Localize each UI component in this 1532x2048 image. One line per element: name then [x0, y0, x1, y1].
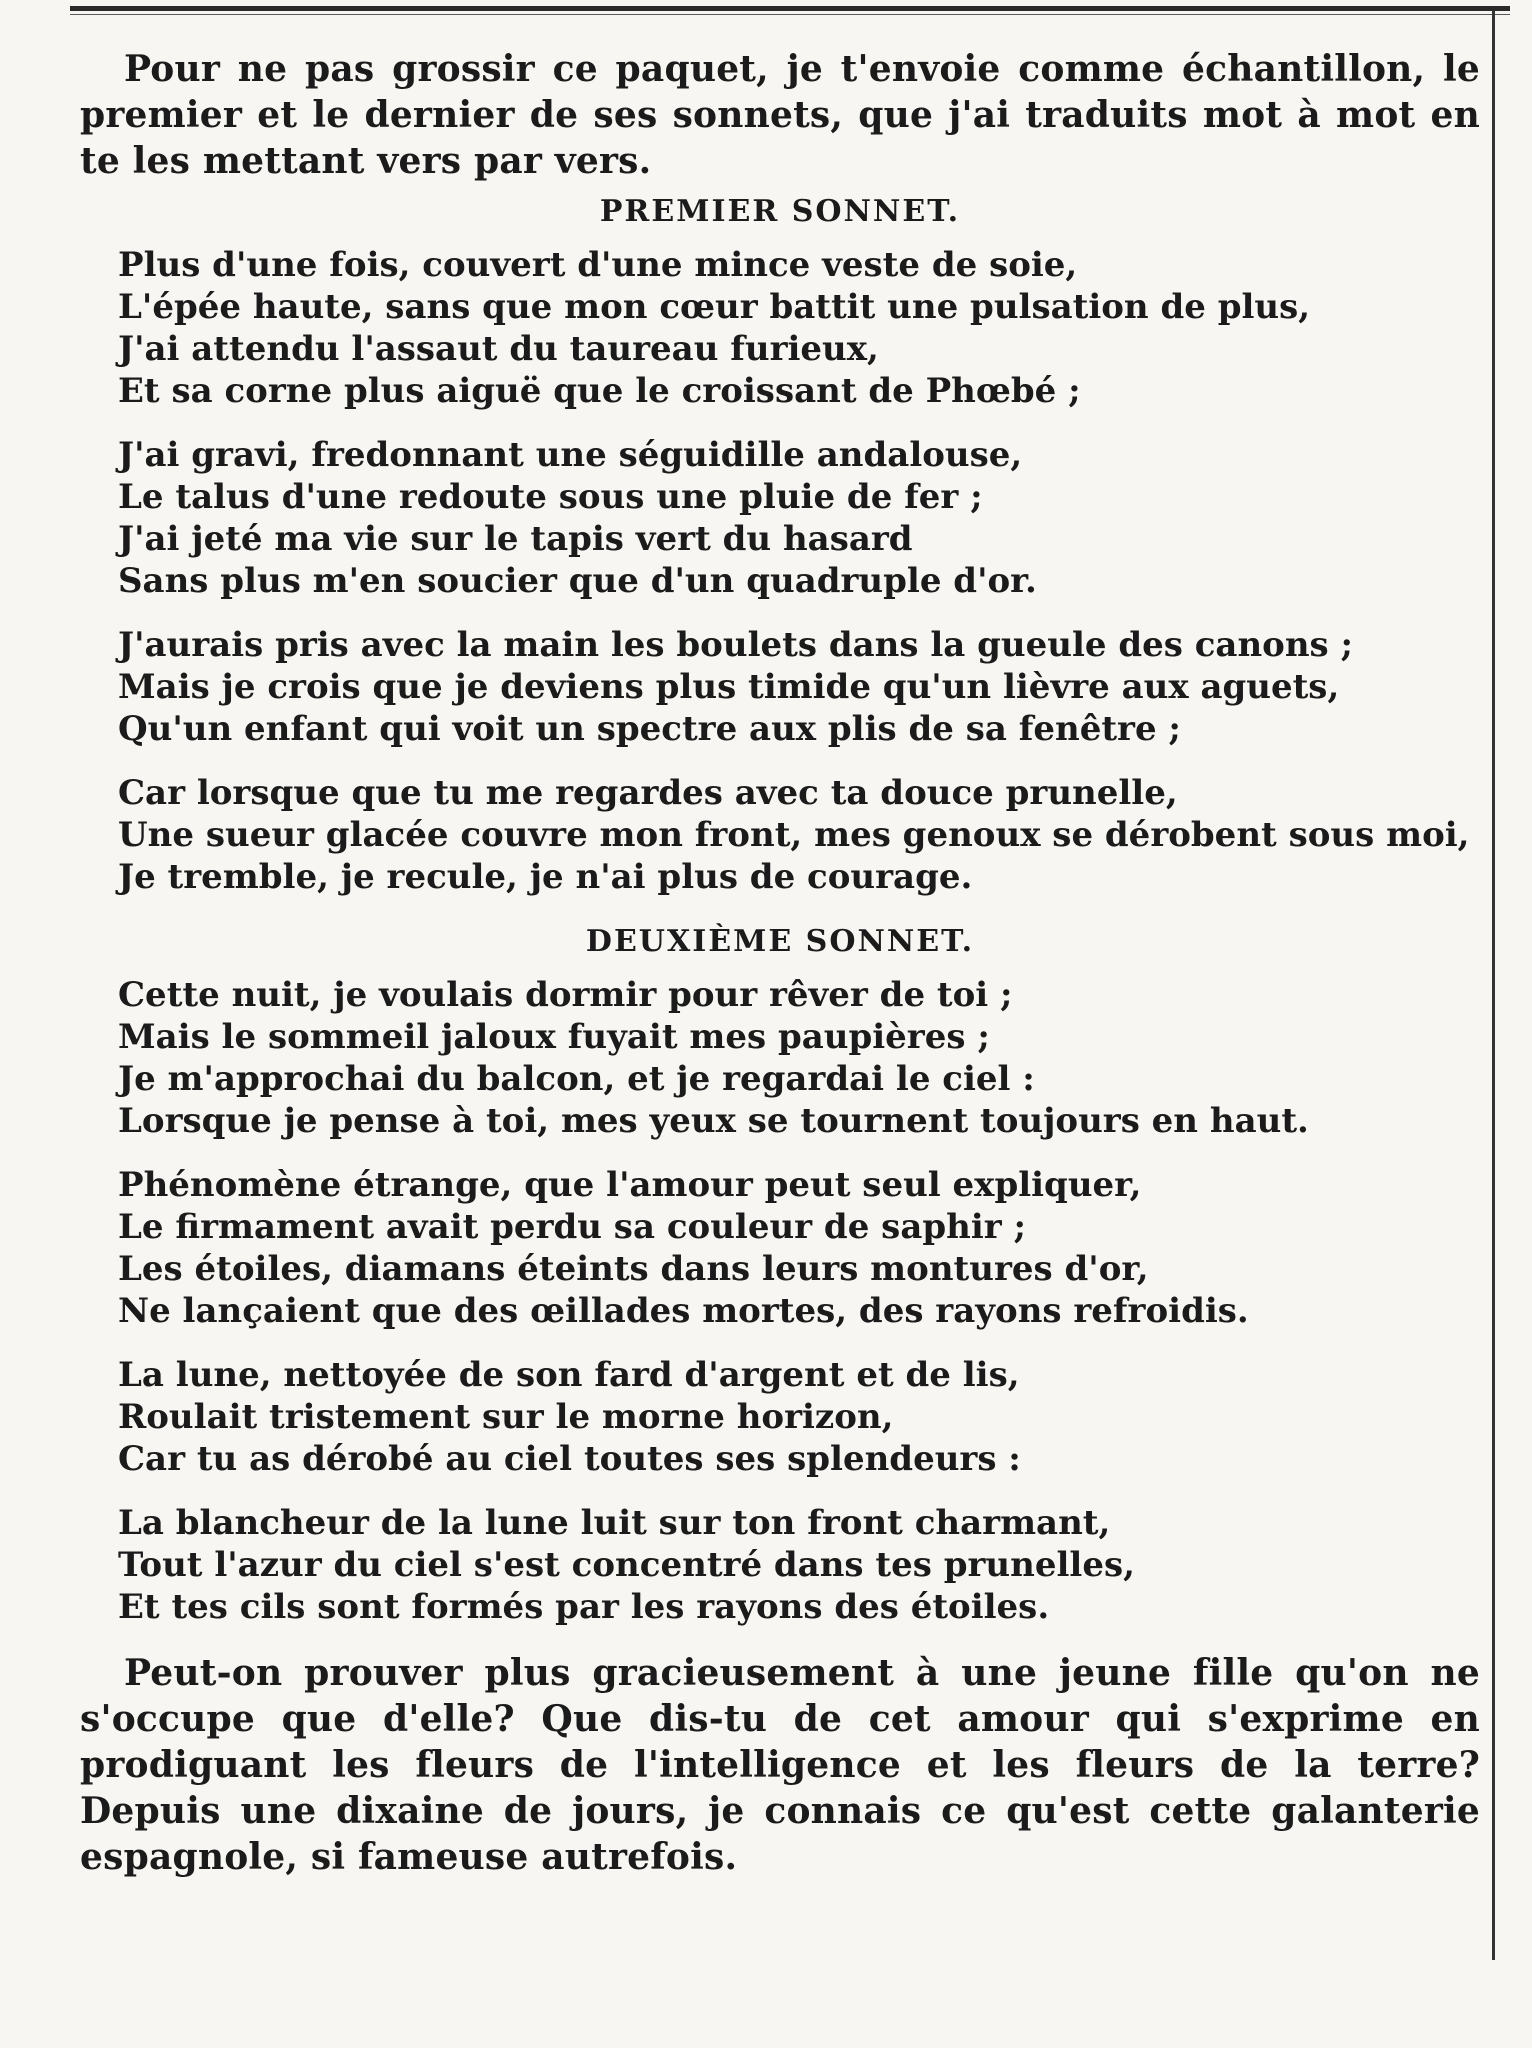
verse-line: Je tremble, je recule, je n'ai plus de courage.	[118, 857, 973, 897]
top-border-rule	[70, 6, 1510, 11]
stanza	[80, 1164, 1480, 1332]
verse-line: La lune, nettoyée de son fard d'argent et de lis,	[118, 1355, 1020, 1395]
stanza	[80, 624, 1480, 750]
verse-line: Sans plus m'en soucier que d'un quadruple d'or.	[118, 561, 1037, 601]
intro-paragraph: Pour ne pas grossir ce paquet, je t'envoie comme échantillon, le premier et le dernier de ses sonnets, que j'ai traduits mot à mot en te les mettant vers par vers.	[80, 48, 1480, 182]
verse-line: J'ai gravi, fredonnant une séguidille andalouse,	[118, 435, 1023, 475]
verse-line: Une sueur glacée couvre mon front, mes genoux se dérobent sous moi,	[118, 815, 1470, 855]
top-border-thin-rule	[70, 14, 1510, 15]
sonnet-first	[80, 194, 1480, 898]
verse-line: L'épée haute, sans que mon cœur battit une pulsation de plus,	[118, 287, 1311, 327]
verse-line: Tout l'azur du ciel s'est concentré dans tes prunelles,	[118, 1545, 1135, 1585]
sonnet-heading: PREMIER SONNET.	[599, 194, 961, 229]
verse-line: J'ai jeté ma vie sur le tapis vert du hasard	[118, 519, 913, 559]
verse-line: Roulait tristement sur le morne horizon,	[118, 1397, 894, 1437]
verse-line: Plus d'une fois, couvert d'une mince veste de soie,	[118, 245, 1078, 285]
text-column	[80, 46, 1480, 1880]
stanza	[80, 1502, 1480, 1628]
verse-line: Phénomène étrange, que l'amour peut seul expliquer,	[118, 1165, 1142, 1205]
closing-paragraph: Peut-on prouver plus gracieusement à une jeune fille qu'on ne s'occupe que d'elle? Que dis-tu de cet amour qui s'exprime en prodiguant les fleurs de l'intelligence et les fleurs de la terre? Depuis une dixaine de jours, je connais ce qu'est cette galanterie espagnole, si fameuse autrefois.	[80, 1652, 1480, 1878]
verse-line: J'ai attendu l'assaut du taureau furieux,	[118, 329, 879, 369]
stanza	[80, 772, 1480, 898]
stanza	[80, 1354, 1480, 1480]
stanza	[80, 974, 1480, 1142]
verse-line: Et sa corne plus aiguë que le croissant de Phœbé ;	[118, 371, 1081, 411]
verse-line: J'aurais pris avec la main les boulets dans la gueule des canons ;	[118, 625, 1354, 665]
verse-line: Qu'un enfant qui voit un spectre aux plis de sa fenêtre ;	[118, 709, 1181, 749]
verse-line: Ne lançaient que des œillades mortes, des rayons refroidis.	[118, 1291, 1249, 1331]
sonnet-second	[80, 924, 1480, 1628]
verse-line: Je m'approchai du balcon, et je regardai le ciel :	[118, 1059, 1035, 1099]
verse-line: Car lorsque que tu me regardes avec ta douce prunelle,	[118, 773, 1178, 813]
verse-line: Lorsque je pense à toi, mes yeux se tournent toujours en haut.	[118, 1101, 1309, 1141]
verse-line: Le firmament avait perdu sa couleur de saphir ;	[118, 1207, 1027, 1247]
verse-line: La blancheur de la lune luit sur ton front charmant,	[118, 1503, 1111, 1543]
verse-line: Et tes cils sont formés par les rayons des étoiles.	[118, 1587, 1050, 1627]
sonnet-heading: DEUXIÈME SONNET.	[585, 924, 975, 959]
stanza	[80, 244, 1480, 412]
verse-line: Cette nuit, je voulais dormir pour rêver de toi ;	[118, 975, 1013, 1015]
stanza	[80, 434, 1480, 602]
verse-line: Car tu as dérobé au ciel toutes ses splendeurs :	[118, 1439, 1021, 1479]
verse-line: Les étoiles, diamans éteints dans leurs montures d'or,	[118, 1249, 1149, 1289]
verse-line: Mais je crois que je deviens plus timide qu'un lièvre aux aguets,	[118, 667, 1340, 707]
column-divider-rule	[1492, 10, 1495, 1960]
verse-line: Le talus d'une redoute sous une pluie de fer ;	[118, 477, 983, 517]
verse-line: Mais le sommeil jaloux fuyait mes paupières ;	[118, 1017, 990, 1057]
